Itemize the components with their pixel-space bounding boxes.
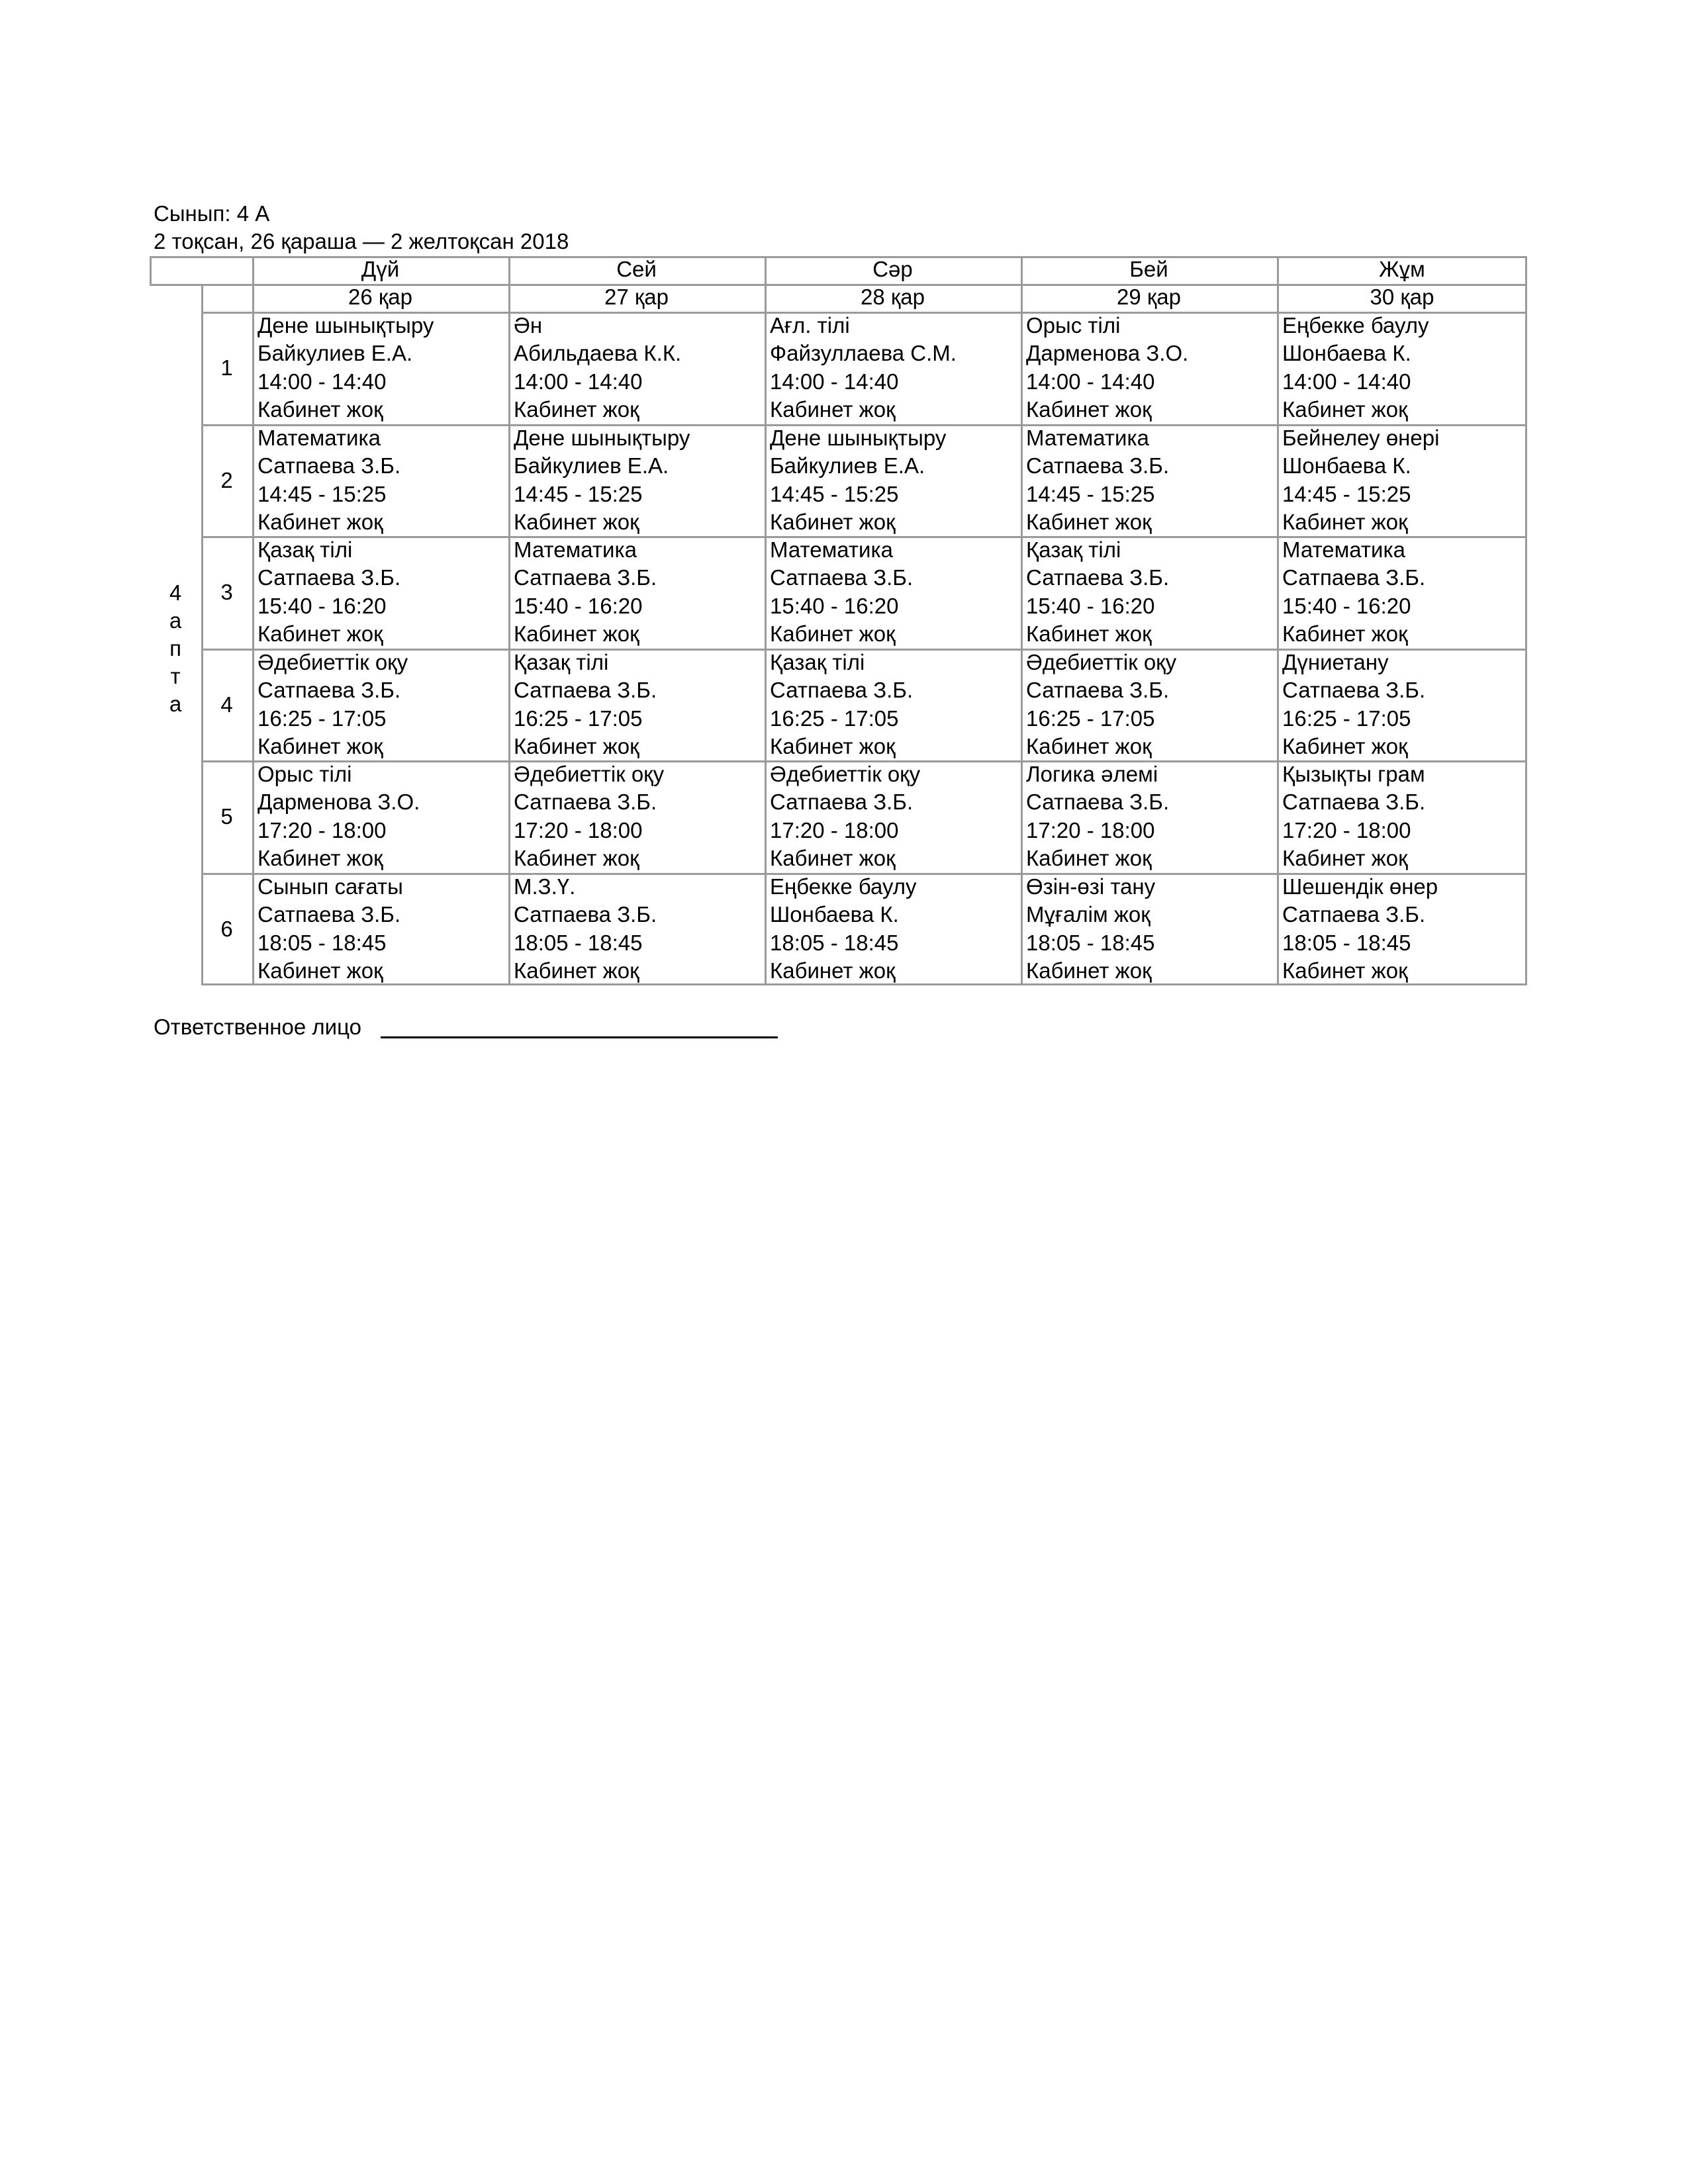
week-label-char: а <box>169 608 182 633</box>
lesson-teacher: Сатпаева З.Б. <box>258 678 401 703</box>
lesson-time: 18:05 - 18:45 <box>770 930 899 955</box>
period-label: 2 тоқсан, 26 қараша — 2 желтоқсан 2018 <box>154 229 569 253</box>
lesson-time: 16:25 - 17:05 <box>258 705 387 731</box>
lesson-cell <box>1021 536 1277 649</box>
lesson-teacher: Байкулиев Е.А. <box>258 341 413 366</box>
lesson-room: Кабинет жоқ <box>1282 733 1408 758</box>
lesson-cell <box>765 649 1021 760</box>
lesson-time: 16:25 - 17:05 <box>770 705 899 731</box>
lesson-room: Кабинет жоқ <box>1026 733 1152 758</box>
lesson-time: 14:45 - 15:25 <box>1026 481 1155 506</box>
responsible-person-label: Ответственное лицо <box>154 1015 361 1039</box>
lesson-subject: Әдебиеттік оқу <box>1026 650 1177 674</box>
lesson-teacher: Сатпаева З.Б. <box>514 790 657 815</box>
lesson-number: 2 <box>220 467 233 492</box>
lesson-time: 16:25 - 17:05 <box>1026 705 1155 731</box>
week-label-char: а <box>169 692 182 716</box>
lesson-room: Кабинет жоқ <box>770 733 896 758</box>
lesson-cell <box>765 760 1021 873</box>
lesson-time: 15:40 - 16:20 <box>1026 593 1155 618</box>
lesson-teacher: Шонбаева К. <box>1282 341 1411 366</box>
lesson-room: Кабинет жоқ <box>514 396 639 422</box>
lesson-room: Кабинет жоқ <box>770 396 896 422</box>
lesson-time: 15:40 - 16:20 <box>770 593 899 618</box>
lesson-room: Кабинет жоқ <box>514 958 639 983</box>
lesson-room: Кабинет жоқ <box>770 621 896 646</box>
lesson-subject: Дене шынықтыру <box>770 426 947 450</box>
lesson-subject: Қазақ тілі <box>770 650 865 674</box>
lesson-subject: Әдебиеттік оқу <box>258 650 408 674</box>
lesson-cell <box>508 649 765 760</box>
lesson-room: Кабинет жоқ <box>1026 396 1152 422</box>
lesson-teacher: Сатпаева З.Б. <box>1282 565 1426 590</box>
lesson-time: 14:45 - 15:25 <box>258 481 387 506</box>
lesson-subject: Бейнелеу өнері <box>1282 426 1440 450</box>
day-header: Жұм <box>1379 257 1425 281</box>
lesson-teacher: Байкулиев Е.А. <box>770 453 925 478</box>
day-header: Бей <box>1129 257 1168 281</box>
lesson-subject: Математика <box>1026 426 1149 450</box>
class-label: Сынып: 4 А <box>154 201 270 226</box>
lesson-time: 15:40 - 16:20 <box>514 593 643 618</box>
lesson-time: 14:45 - 15:25 <box>514 481 643 506</box>
lesson-cell <box>1277 649 1527 760</box>
lesson-cell <box>765 312 1021 424</box>
day-header: Сәр <box>872 257 913 281</box>
lesson-room: Кабинет жоқ <box>770 845 896 870</box>
lesson-time: 17:20 - 18:00 <box>1026 817 1155 842</box>
lesson-time: 14:00 - 14:40 <box>514 369 643 394</box>
lesson-number: 5 <box>220 804 233 829</box>
lesson-teacher: Абильдаева К.К. <box>514 341 682 366</box>
lesson-room: Кабинет жоқ <box>258 733 383 758</box>
day-header: Сей <box>616 257 657 281</box>
lesson-cell <box>252 312 508 424</box>
lesson-subject: Логика әлемі <box>1026 762 1158 786</box>
week-label <box>150 312 201 985</box>
lesson-cell <box>1021 649 1277 760</box>
lesson-number: 1 <box>220 355 233 380</box>
day-date: 30 қар <box>1370 285 1434 309</box>
lesson-time: 14:45 - 15:25 <box>1282 481 1411 506</box>
lesson-teacher: Сатпаева З.Б. <box>258 453 401 478</box>
lesson-room: Кабинет жоқ <box>1026 621 1152 646</box>
lesson-subject: Орыс тілі <box>258 762 352 786</box>
lesson-teacher: Сатпаева З.Б. <box>1026 565 1170 590</box>
lesson-time: 18:05 - 18:45 <box>1282 930 1411 955</box>
lesson-time: 17:20 - 18:00 <box>258 817 387 842</box>
lesson-subject: Қазақ тілі <box>1026 537 1121 562</box>
lesson-subject: Әдебиеттік оқу <box>770 762 921 786</box>
lesson-room: Кабинет жоқ <box>770 958 896 983</box>
day-date: 29 қар <box>1116 285 1182 309</box>
lesson-room: Кабинет жоқ <box>1282 845 1408 870</box>
day-date: 28 қар <box>860 285 925 309</box>
lesson-cell <box>252 424 508 536</box>
lesson-room: Кабинет жоқ <box>258 845 383 870</box>
lesson-room: Кабинет жоқ <box>258 958 383 983</box>
lesson-cell <box>252 760 508 873</box>
lesson-teacher: Сатпаева З.Б. <box>770 790 914 815</box>
lesson-subject: М.З.Ү. <box>514 874 576 899</box>
lesson-time: 16:25 - 17:05 <box>1282 705 1411 731</box>
lesson-cell <box>1277 312 1527 424</box>
lesson-time: 15:40 - 16:20 <box>1282 593 1411 618</box>
lesson-teacher: Сатпаева З.Б. <box>1282 790 1426 815</box>
lesson-teacher: Дарменова З.О. <box>258 790 420 815</box>
lesson-time: 17:20 - 18:00 <box>1282 817 1411 842</box>
lesson-teacher: Сатпаева З.Б. <box>258 565 401 590</box>
lesson-teacher: Сатпаева З.Б. <box>1026 790 1170 815</box>
lesson-teacher: Сатпаева З.Б. <box>258 902 401 927</box>
lesson-teacher: Сатпаева З.Б. <box>770 565 914 590</box>
lesson-teacher: Сатпаева З.Б. <box>1282 678 1426 703</box>
lesson-subject: Еңбекке баулу <box>770 874 917 899</box>
lesson-teacher: Сатпаева З.Б. <box>1026 453 1170 478</box>
lesson-time: 14:45 - 15:25 <box>770 481 899 506</box>
lesson-cell <box>1021 760 1277 873</box>
lesson-subject: Қазақ тілі <box>514 650 609 674</box>
lesson-cell <box>508 536 765 649</box>
timetable <box>150 256 1527 985</box>
lesson-teacher: Сатпаева З.Б. <box>514 678 657 703</box>
lesson-room: Кабинет жоқ <box>1026 509 1152 534</box>
day-header: Дүй <box>361 257 400 281</box>
lesson-teacher: Сатпаева З.Б. <box>1026 678 1170 703</box>
lesson-room: Кабинет жоқ <box>258 621 383 646</box>
lesson-room: Кабинет жоқ <box>1026 845 1152 870</box>
lesson-cell <box>252 873 508 985</box>
lesson-cell <box>1277 873 1527 985</box>
week-label-char: 4 <box>169 580 182 605</box>
lesson-teacher: Дарменова З.О. <box>1026 341 1189 366</box>
lesson-subject: Математика <box>514 537 637 562</box>
lesson-number: 3 <box>220 580 233 604</box>
lesson-room: Кабинет жоқ <box>1282 621 1408 646</box>
lesson-cell <box>765 536 1021 649</box>
lesson-time: 17:20 - 18:00 <box>514 817 643 842</box>
lesson-subject: Еңбекке баулу <box>1282 313 1429 338</box>
lesson-cell <box>508 424 765 536</box>
grid-line <box>150 256 152 286</box>
lesson-subject: Математика <box>258 426 381 450</box>
lesson-subject: Сынып сағаты <box>258 874 403 899</box>
lesson-teacher: Файзуллаева С.М. <box>770 341 957 366</box>
lesson-cell <box>1277 760 1527 873</box>
lesson-teacher: Мұғалім жоқ <box>1026 902 1150 927</box>
lesson-cell <box>508 760 765 873</box>
signature-line <box>381 1036 778 1038</box>
lesson-subject: Дүниетану <box>1282 650 1389 674</box>
lesson-cell <box>765 873 1021 985</box>
lesson-cell <box>252 536 508 649</box>
lesson-teacher: Сатпаева З.Б. <box>514 902 657 927</box>
lesson-subject: Математика <box>770 537 893 562</box>
lesson-cell <box>765 424 1021 536</box>
lesson-number: 6 <box>220 917 233 941</box>
lesson-cell <box>1277 536 1527 649</box>
lesson-subject: Математика <box>1282 537 1405 562</box>
lesson-room: Кабинет жоқ <box>1282 958 1408 983</box>
lesson-cell <box>1021 873 1277 985</box>
lesson-teacher: Сатпаева З.Б. <box>514 565 657 590</box>
day-date: 27 қар <box>604 285 669 309</box>
lesson-subject: Өзін-өзі тану <box>1026 874 1156 899</box>
lesson-subject: Шешендік өнер <box>1282 874 1438 899</box>
lesson-subject: Дене шынықтыру <box>514 426 690 450</box>
lesson-room: Кабинет жоқ <box>514 845 639 870</box>
lesson-time: 17:20 - 18:00 <box>770 817 899 842</box>
lesson-time: 14:00 - 14:40 <box>770 369 899 394</box>
lesson-time: 18:05 - 18:45 <box>514 930 643 955</box>
lesson-subject: Дене шынықтыру <box>258 313 434 338</box>
week-label-char: п <box>169 636 181 660</box>
lesson-time: 15:40 - 16:20 <box>258 593 387 618</box>
lesson-cell <box>508 873 765 985</box>
lesson-room: Кабинет жоқ <box>258 396 383 422</box>
lesson-cell <box>508 312 765 424</box>
lesson-subject: Қазақ тілі <box>258 537 353 562</box>
lesson-subject: Орыс тілі <box>1026 313 1121 338</box>
lesson-room: Кабинет жоқ <box>770 509 896 534</box>
week-label-char: т <box>170 664 181 688</box>
lesson-room: Кабинет жоқ <box>258 509 383 534</box>
lesson-cell <box>1021 424 1277 536</box>
lesson-teacher: Шонбаева К. <box>1282 453 1411 478</box>
lesson-room: Кабинет жоқ <box>1026 958 1152 983</box>
lesson-teacher: Сатпаева З.Б. <box>1282 902 1426 927</box>
lesson-teacher: Байкулиев Е.А. <box>514 453 669 478</box>
lesson-room: Кабинет жоқ <box>1282 509 1408 534</box>
lesson-cell <box>1277 424 1527 536</box>
lesson-time: 18:05 - 18:45 <box>1026 930 1155 955</box>
day-date: 26 қар <box>348 285 413 309</box>
lesson-subject: Ағл. тілі <box>770 313 850 338</box>
lesson-time: 14:00 - 14:40 <box>258 369 387 394</box>
lesson-time: 18:05 - 18:45 <box>258 930 387 955</box>
lesson-cell <box>1021 312 1277 424</box>
lesson-subject: Ән <box>514 313 543 338</box>
lesson-teacher: Сатпаева З.Б. <box>770 678 914 703</box>
lesson-room: Кабинет жоқ <box>514 621 639 646</box>
lesson-room: Кабинет жоқ <box>514 509 639 534</box>
lesson-cell <box>252 649 508 760</box>
lesson-subject: Қызықты грам <box>1282 762 1425 786</box>
lesson-room: Кабинет жоқ <box>1282 396 1408 422</box>
lesson-teacher: Шонбаева К. <box>770 902 899 927</box>
lesson-time: 14:00 - 14:40 <box>1282 369 1411 394</box>
lesson-room: Кабинет жоқ <box>514 733 639 758</box>
lesson-time: 14:00 - 14:40 <box>1026 369 1155 394</box>
lesson-subject: Әдебиеттік оқу <box>514 762 665 786</box>
lesson-time: 16:25 - 17:05 <box>514 705 643 731</box>
lesson-number: 4 <box>220 692 233 717</box>
